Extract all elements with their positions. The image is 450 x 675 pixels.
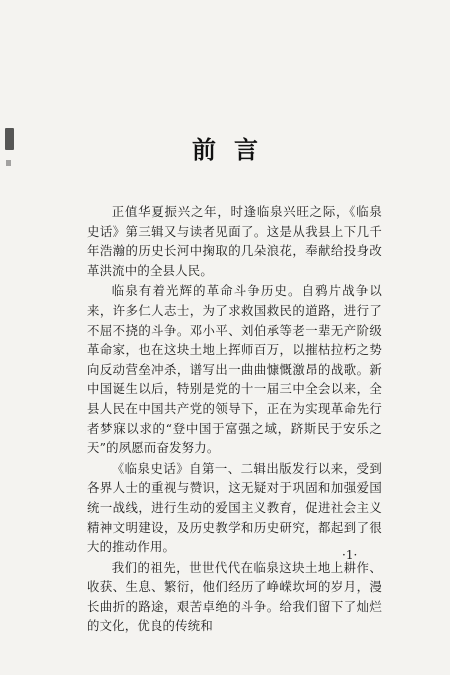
- paragraph-2: 临泉有着光辉的革命斗争历史。自鸦片战争以来，许多仁人志士，为了求救国救民的道路，进行了不屈不挠的斗争。邓小平、刘伯承等老一辈无产阶级革命家，也在这块土地上挥师百万，以摧枯拉朽之势向反动营垒冲杀，谱写出一曲曲慷慨激昂的战歌。新中国诞生以后，特别是党的十一届三中全会以来，全县人民在中国共产党的领导下，正在为实现革命先行者梦寐以求的“登中国于富强之域，跻斯民于安乐之天”的夙愿而奋发努力。: [87, 283, 382, 456]
- page-number: ·1·: [342, 548, 358, 562]
- paragraph-1: 正值华夏振兴之年，时逢临泉兴旺之际，《临泉史话》第三辑又与读者见面了。这是从我县上下几千年浩瀚的历史长河中掬取的几朵浪花，奉献给投身改革洪流中的全县人民。: [87, 204, 382, 278]
- body-text: [87, 202, 382, 637]
- page-title: 前言: [192, 136, 276, 164]
- paragraph-3: 《临泉史话》自第一、二辑出版发行以来，受到各界人士的重视与赞识，这无疑对于巩固和加强爱国统一战线，进行生动的爱国主义教育，促进社会主义精神文明建设，及历史教学和历史研究，都起到了很大的推动作用。: [87, 460, 382, 555]
- paragraph-4: 我们的祖先，世世代代在临泉这块土地上耕作、收获、生息、繁衍，他们经历了峥嵘坎坷的岁月，漫长曲折的路途，艰苦卓绝的斗争。给我们留下了灿烂的文化，优良的传统和: [87, 559, 382, 634]
